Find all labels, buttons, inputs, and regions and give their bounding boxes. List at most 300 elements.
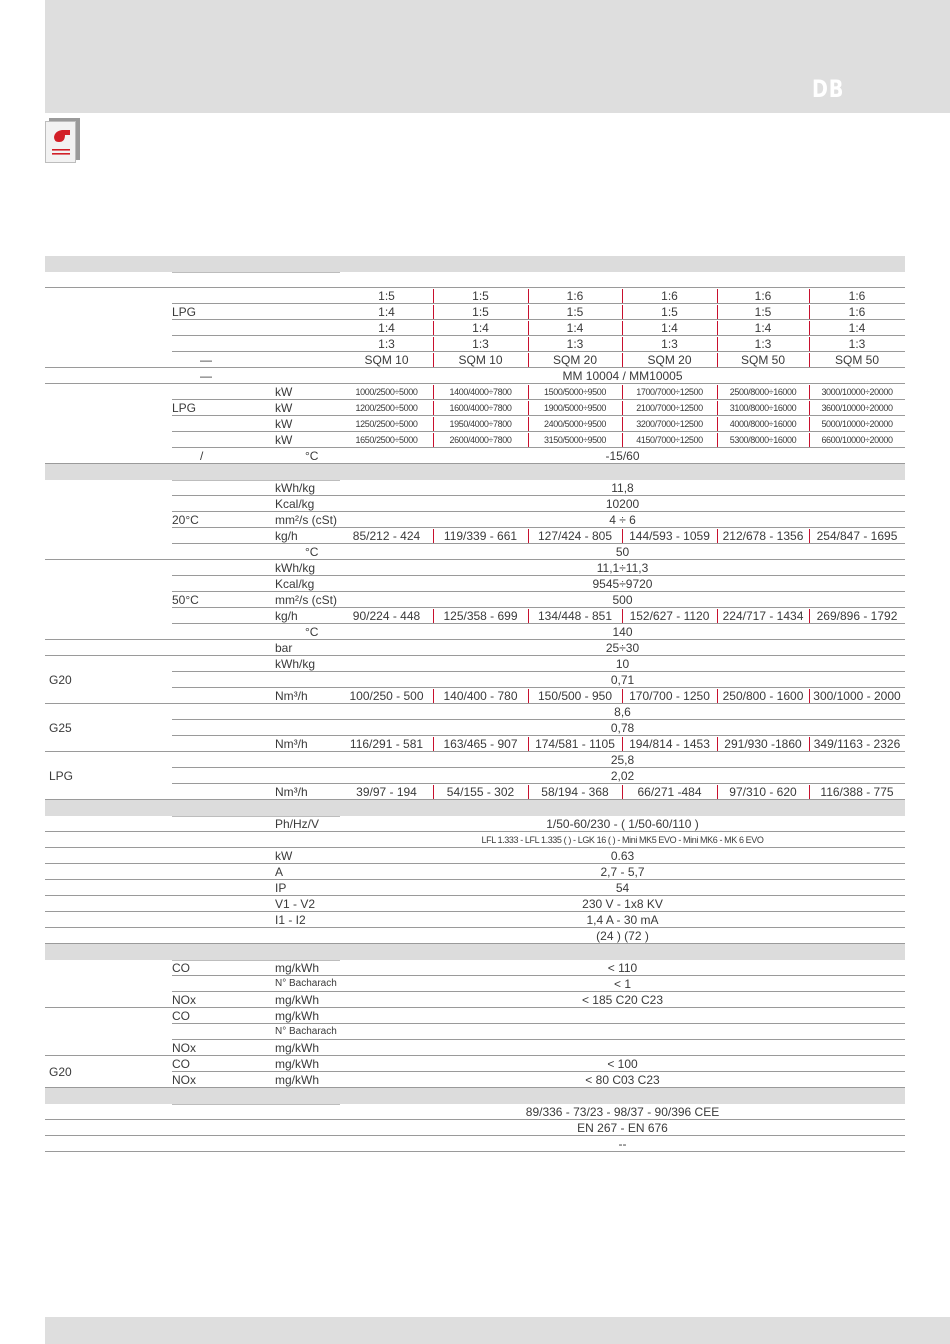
column-divider <box>717 337 718 352</box>
cell: 10 <box>615 657 630 671</box>
table-row <box>45 352 905 368</box>
table-row <box>45 656 905 672</box>
cell: kW <box>275 417 293 431</box>
cell: NOx <box>172 993 196 1007</box>
cell: 1:4 <box>472 321 489 335</box>
cell: — <box>200 369 212 383</box>
gas-label: LPG <box>49 769 74 783</box>
cell: 250/800 - 1600 <box>722 689 804 703</box>
cell: 163/465 - 907 <box>443 737 518 751</box>
column-divider <box>622 289 623 304</box>
cell: mg/kWh <box>275 993 320 1007</box>
column-divider <box>622 305 623 320</box>
table-row <box>45 480 905 496</box>
table-row <box>45 640 905 656</box>
column-divider <box>433 417 434 432</box>
table-row <box>45 384 905 400</box>
column-divider <box>809 433 810 448</box>
cell: 2500/8000÷16000 <box>729 387 797 397</box>
cell: 300/1000 - 2000 <box>813 689 901 703</box>
column-divider <box>433 289 434 304</box>
cell: Kcal/kg <box>275 497 315 511</box>
section-header <box>45 944 905 960</box>
table-row <box>45 688 905 704</box>
cell: 2,02 <box>610 769 635 783</box>
cell: kW <box>275 849 293 863</box>
cell: 3150/5000÷9500 <box>544 435 606 445</box>
cell: SQM 20 <box>552 353 597 367</box>
cell: 2400/5000÷9500 <box>544 419 606 429</box>
table-row <box>45 512 905 528</box>
column-divider <box>717 401 718 416</box>
cell: I1 - I2 <box>275 913 306 927</box>
column-divider <box>622 529 623 544</box>
cell: 144/593 - 1059 <box>629 529 710 543</box>
cell: 116/388 - 775 <box>820 785 894 799</box>
cell: 1:4 <box>566 321 584 335</box>
column-divider <box>528 609 529 624</box>
table-row <box>45 336 905 352</box>
cell: 54 <box>615 881 630 895</box>
column-divider <box>622 609 623 624</box>
cell: EN 267 - EN 676 <box>577 1121 668 1135</box>
table-row <box>45 1072 905 1088</box>
cell: 1:4 <box>378 305 395 319</box>
cell: 1:5 <box>754 305 772 319</box>
header-band <box>45 0 950 113</box>
cell: 0.63 <box>610 849 635 863</box>
column-divider <box>433 529 434 544</box>
cell: (24 ) (72 ) <box>596 929 649 943</box>
column-divider <box>717 417 718 432</box>
table-row <box>45 544 905 560</box>
cell: LPG <box>172 401 197 415</box>
table-row <box>45 368 905 384</box>
column-divider <box>809 417 810 432</box>
cell: 0,71 <box>610 673 635 687</box>
table-row <box>45 1056 905 1079</box>
cell: N° Bacharach <box>275 978 337 989</box>
cell: kW <box>275 401 293 415</box>
gas-label: G20 <box>49 673 72 687</box>
cell: V1 - V2 <box>275 897 316 911</box>
cell: mg/kWh <box>275 1057 320 1071</box>
cell: 1:5 <box>472 305 489 319</box>
table-row <box>45 576 905 592</box>
table-row <box>45 608 905 624</box>
column-divider <box>622 737 623 752</box>
cell: 66/271 -484 <box>637 785 702 799</box>
cell: 1/50-60/230 - ( 1/50-60/110 ) <box>546 817 699 831</box>
cell: SQM 50 <box>834 353 879 367</box>
cell: < 110 <box>607 961 638 975</box>
cell: °C <box>305 449 319 463</box>
cell: 291/930 -1860 <box>724 737 802 751</box>
cell: 90/224 - 448 <box>352 609 421 623</box>
cell: 1:5 <box>661 305 678 319</box>
column-divider <box>528 321 529 336</box>
cell: 1:5 <box>472 289 489 303</box>
table-row <box>45 1024 905 1040</box>
cell: N° Bacharach <box>275 1026 337 1037</box>
cell: 1:6 <box>754 289 772 303</box>
column-divider <box>717 609 718 624</box>
cell: SQM 50 <box>740 353 785 367</box>
brand-mark: DB <box>811 75 844 103</box>
cell: 194/814 - 1453 <box>629 737 710 751</box>
cell: kg/h <box>275 529 298 543</box>
cell: < 100 <box>607 1057 638 1071</box>
cell: 1:6 <box>566 289 584 303</box>
column-divider <box>717 689 718 704</box>
column-divider <box>717 385 718 400</box>
cell: kW <box>275 433 293 447</box>
cell: 25,8 <box>610 753 635 767</box>
cell: 1700/7000÷12500 <box>636 387 703 397</box>
column-divider <box>717 529 718 544</box>
column-divider <box>528 289 529 304</box>
table-row <box>45 288 905 304</box>
cell: / <box>200 449 204 463</box>
column-divider <box>717 737 718 752</box>
column-divider <box>528 385 529 400</box>
section-header <box>45 1088 905 1104</box>
cell: 1500/5000÷9500 <box>544 387 606 397</box>
column-divider <box>433 321 434 336</box>
cell: NOx <box>172 1073 196 1087</box>
table-row <box>45 624 905 640</box>
cell: G20 <box>49 1065 72 1079</box>
cell: SQM 10 <box>458 353 503 367</box>
cell: IP <box>275 881 287 895</box>
cell: 4150/7000÷12500 <box>636 435 703 445</box>
cell: 2,7 - 5,7 <box>600 865 645 879</box>
column-divider <box>528 737 529 752</box>
table-row <box>45 912 905 928</box>
cell: 1:3 <box>378 337 395 351</box>
table-row <box>45 496 905 512</box>
cell: SQM 10 <box>364 353 409 367</box>
cell: 11,8 <box>611 481 634 495</box>
cell: 1:4 <box>754 321 772 335</box>
cell: 39/97 - 194 <box>356 785 417 799</box>
column-divider <box>809 289 810 304</box>
cell: -15/60 <box>605 449 640 463</box>
cell: 1:3 <box>472 337 489 351</box>
cell <box>340 1008 905 1024</box>
cell: Kcal/kg <box>275 577 315 591</box>
column-divider <box>809 785 810 800</box>
section-header <box>45 256 905 272</box>
cell: 58/194 - 368 <box>541 785 609 799</box>
column-divider <box>717 289 718 304</box>
cell: 25÷30 <box>605 641 640 655</box>
cell: 5000/10000÷20000 <box>821 419 893 429</box>
cell: 140 <box>612 625 633 639</box>
column-divider <box>528 305 529 320</box>
column-divider <box>622 321 623 336</box>
cell: 1950/4000÷7800 <box>449 419 512 429</box>
column-divider <box>809 353 810 368</box>
cell: mm²/s (cSt) <box>275 513 337 527</box>
cell: 1600/4000÷7800 <box>449 403 512 413</box>
cell: SQM 20 <box>647 353 692 367</box>
cell: LFL 1.333 - LFL 1.335 ( ) - LGK 16 ( ) - Mini MK5 EVO - Mini MK6 - MK 6 EVO <box>481 835 764 845</box>
column-divider <box>809 689 810 704</box>
table-row <box>45 528 905 544</box>
cell: 1:3 <box>848 337 866 351</box>
cell: 50 <box>615 545 630 559</box>
table-row <box>45 816 905 832</box>
table-row <box>45 1136 905 1152</box>
cell: 150/500 - 950 <box>537 689 613 703</box>
cell: Nm³/h <box>275 785 308 799</box>
column-divider <box>717 353 718 368</box>
cell: MM 10004 / MM10005 <box>562 369 683 383</box>
cell: kWh/kg <box>275 481 316 495</box>
cell: 6600/10000÷20000 <box>821 435 893 445</box>
column-divider <box>622 433 623 448</box>
table-row <box>45 448 905 464</box>
cell: °C <box>305 625 319 639</box>
cell: 3200/7000÷12500 <box>636 419 703 429</box>
cell: 174/581 - 1105 <box>535 737 615 751</box>
cell: CO <box>172 961 190 975</box>
column-divider <box>433 337 434 352</box>
column-divider <box>717 785 718 800</box>
column-divider <box>433 353 434 368</box>
cell: 125/358 - 699 <box>443 609 518 623</box>
table-row <box>45 432 905 448</box>
cell <box>340 1040 905 1056</box>
table-row <box>45 304 905 320</box>
column-divider <box>809 401 810 416</box>
product-logo <box>45 118 80 163</box>
cell: mg/kWh <box>275 1009 320 1023</box>
cell: mm²/s (cSt) <box>275 593 337 607</box>
table-row <box>45 976 905 992</box>
table-row <box>45 560 905 576</box>
cell: Ph/Hz/V <box>275 817 320 831</box>
column-divider <box>528 337 529 352</box>
table-row <box>45 960 905 976</box>
table-row <box>45 832 905 848</box>
cell: 3000/10000÷20000 <box>821 387 893 397</box>
cell: 119/339 - 661 <box>443 529 518 543</box>
cell: < 80 C03 C23 <box>585 1073 660 1087</box>
cell: 1:4 <box>378 321 395 335</box>
cell: 10200 <box>605 497 640 511</box>
cell: 134/448 - 851 <box>537 609 613 623</box>
cell: 1:4 <box>848 321 866 335</box>
cell: °C <box>305 545 319 559</box>
cell: 152/627 - 1120 <box>629 609 710 623</box>
cell: kW <box>275 385 293 399</box>
table-row <box>45 1104 905 1120</box>
cell: 89/336 - 73/23 - 98/37 - 90/396 CEE <box>525 1105 720 1119</box>
cell: 254/847 - 1695 <box>816 529 898 543</box>
cell: 1:3 <box>566 337 584 351</box>
table-row <box>45 1008 905 1024</box>
column-divider <box>528 785 529 800</box>
gas-group-label <box>45 768 905 784</box>
column-divider <box>622 785 623 800</box>
cell: 116/291 - 581 <box>349 737 424 751</box>
cell: 1,4 A - 30 mA <box>586 913 659 927</box>
cell: 1250/2500÷5000 <box>355 419 418 429</box>
cell: — <box>200 353 212 367</box>
table-row <box>45 592 905 608</box>
table-row <box>45 992 905 1008</box>
table-row <box>45 416 905 432</box>
column-divider <box>809 385 810 400</box>
section-header <box>45 464 905 480</box>
column-divider <box>809 529 810 544</box>
cell: 500 <box>612 593 633 607</box>
cell: 127/424 - 805 <box>537 529 613 543</box>
cell: 349/1163 - 2326 <box>813 737 901 751</box>
cell: 1:6 <box>661 289 678 303</box>
cell: 1200/2500÷5000 <box>355 403 418 413</box>
cell: NOx <box>172 1041 196 1055</box>
column-divider <box>717 321 718 336</box>
column-divider <box>433 689 434 704</box>
cell: 1000/2500÷5000 <box>355 387 418 397</box>
cell: 4000/8000÷16000 <box>729 419 797 429</box>
cell: 3100/8000÷16000 <box>729 403 797 413</box>
cell: 2100/7000÷12500 <box>636 403 703 413</box>
cell: mg/kWh <box>275 1073 320 1087</box>
cell: 1900/5000÷9500 <box>544 403 606 413</box>
cell: kg/h <box>275 609 298 623</box>
cell: 1650/2500÷5000 <box>355 435 418 445</box>
column-divider <box>433 433 434 448</box>
column-divider <box>433 737 434 752</box>
cell: 1:3 <box>754 337 772 351</box>
cell: 1:5 <box>378 289 395 303</box>
cell: -- <box>618 1137 627 1151</box>
cell: < 1 <box>613 977 631 991</box>
cell: < 185 C20 C23 <box>581 993 664 1007</box>
table-row <box>45 320 905 336</box>
column-divider <box>528 433 529 448</box>
column-divider <box>809 305 810 320</box>
footer-band <box>45 1317 950 1344</box>
cell: CO <box>172 1057 190 1071</box>
cell: 4 ÷ 6 <box>609 513 636 527</box>
cell: 140/400 - 780 <box>443 689 518 703</box>
column-divider <box>717 433 718 448</box>
cell <box>340 1024 905 1040</box>
cell: mg/kWh <box>275 1041 320 1055</box>
column-divider <box>528 689 529 704</box>
cell: 100/250 - 500 <box>349 689 424 703</box>
cell: 85/212 - 424 <box>352 529 421 543</box>
column-divider <box>809 609 810 624</box>
cell: 2600/4000÷7800 <box>449 435 512 445</box>
section-header <box>45 800 905 816</box>
column-divider <box>528 401 529 416</box>
column-divider <box>433 401 434 416</box>
gas-group-label <box>45 720 905 736</box>
column-divider <box>433 385 434 400</box>
column-divider <box>622 353 623 368</box>
table-row <box>45 400 905 416</box>
column-divider <box>433 305 434 320</box>
row-divider <box>45 1151 905 1152</box>
table-row <box>45 896 905 912</box>
cell: 1:6 <box>848 305 866 319</box>
table-row <box>45 928 905 944</box>
cell: Nm³/h <box>275 737 308 751</box>
table-row <box>45 752 905 768</box>
cell: bar <box>275 641 293 655</box>
cell: 212/678 - 1356 <box>722 529 804 543</box>
cell: 3600/10000÷20000 <box>821 403 893 413</box>
cell: 50°C <box>172 593 199 607</box>
cell: mg/kWh <box>275 961 320 975</box>
cell: 1:5 <box>566 305 584 319</box>
column-divider <box>809 737 810 752</box>
column-divider <box>433 785 434 800</box>
cell: 1400/4000÷7800 <box>449 387 512 397</box>
cell: 0,78 <box>610 721 635 735</box>
column-divider <box>717 305 718 320</box>
table-row <box>45 848 905 864</box>
cell: Nm³/h <box>275 689 308 703</box>
cell: 269/896 - 1792 <box>816 609 898 623</box>
cell: kWh/kg <box>275 657 316 671</box>
cell: 5300/8000÷16000 <box>729 435 797 445</box>
gas-label: G25 <box>49 721 72 735</box>
table-row <box>45 1040 905 1056</box>
cell: CO <box>172 1009 190 1023</box>
column-divider <box>809 321 810 336</box>
cell: 230 V - 1x8 KV <box>582 897 663 911</box>
cell: 1:3 <box>661 337 678 351</box>
cell: 1:4 <box>661 321 678 335</box>
table-row <box>45 864 905 880</box>
table-row <box>45 736 905 752</box>
cell: 97/310 - 620 <box>729 785 797 799</box>
table-row <box>45 704 905 720</box>
column-divider <box>622 401 623 416</box>
table-row <box>45 1120 905 1136</box>
table-row <box>45 880 905 896</box>
column-divider <box>622 417 623 432</box>
cell: 8,6 <box>614 705 631 719</box>
column-divider <box>622 385 623 400</box>
column-divider <box>528 529 529 544</box>
cell: 224/717 - 1434 <box>722 609 804 623</box>
column-divider <box>809 337 810 352</box>
cell: 54/155 - 302 <box>446 785 515 799</box>
column-divider <box>528 353 529 368</box>
cell: 11,1÷11,3 <box>596 561 649 575</box>
cell: LPG <box>172 305 197 319</box>
column-divider <box>433 609 434 624</box>
cell: 170/700 - 1250 <box>629 689 710 703</box>
cell: 1:6 <box>848 289 866 303</box>
burner-icon <box>46 122 77 164</box>
column-divider <box>528 417 529 432</box>
cell: 9545÷9720 <box>592 577 653 591</box>
column-divider <box>622 337 623 352</box>
table-row <box>45 784 905 800</box>
cell: A <box>275 865 284 879</box>
gas-group-label <box>45 672 905 688</box>
cell: kWh/kg <box>275 561 316 575</box>
